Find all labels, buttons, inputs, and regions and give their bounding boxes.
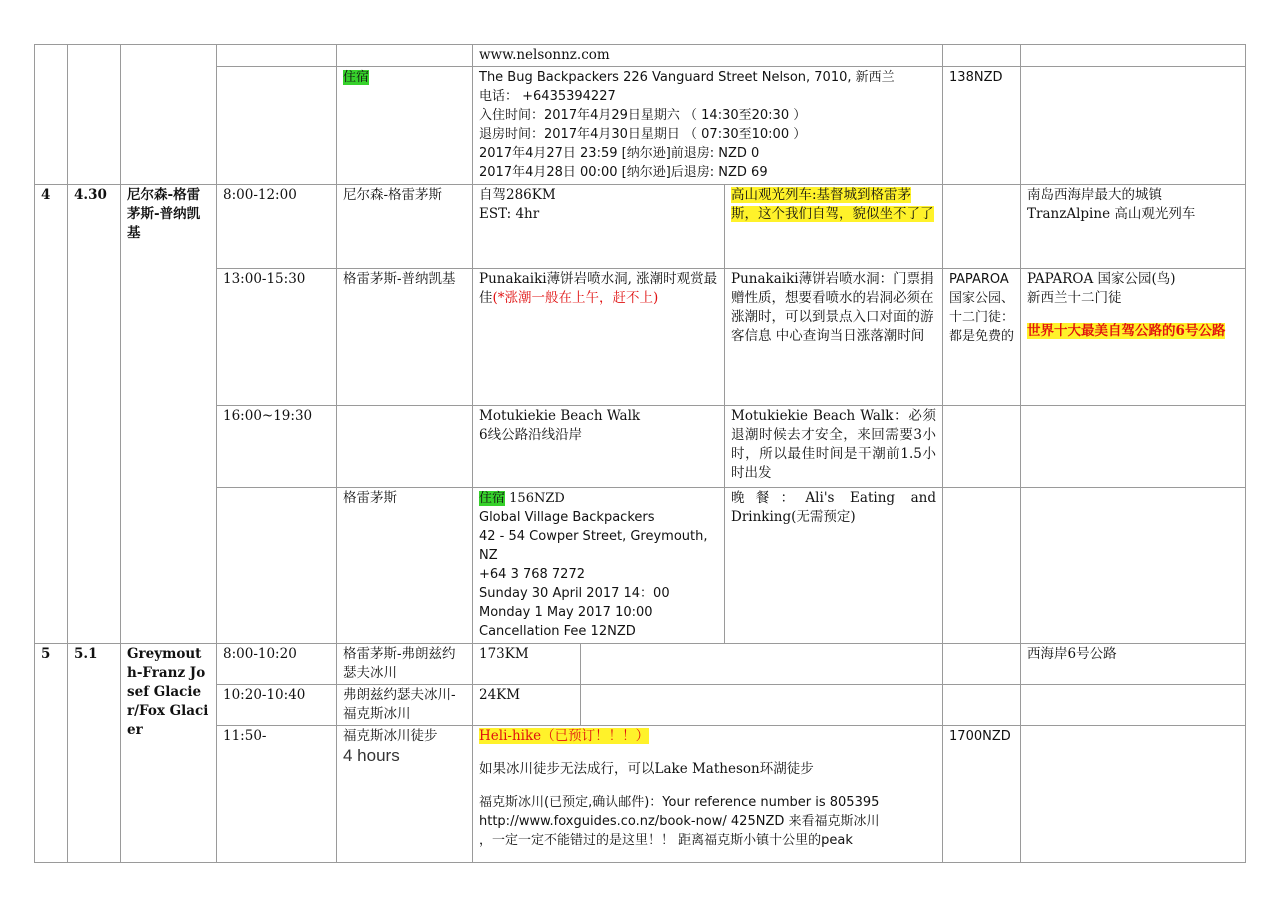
place-name: 格雷茅斯-普纳凯基 <box>343 271 456 287</box>
cell-remark <box>1021 726 1246 863</box>
duration-text: 4 hours <box>343 746 400 765</box>
cell-note <box>581 644 943 685</box>
cell-time <box>217 67 337 185</box>
note-text: Punakaiki薄饼岩喷水洞：门票捐赠性质，想要看喷水的岩洞必须在涨潮时，可以到景点入口对面的游客信息 中心查询当日涨落潮时间 <box>731 271 934 344</box>
cell-cost <box>943 67 1021 185</box>
table-row <box>35 45 1246 67</box>
remark-text: TranzAlpine 高山观光列车 <box>1027 206 1196 222</box>
place-name: 格雷茅斯 <box>343 490 397 506</box>
cell-time <box>217 488 337 644</box>
cell-remark <box>1021 685 1246 726</box>
cost-text: 1700NZD <box>949 729 1011 744</box>
lodging-phone: +64 3 768 7272 <box>479 567 585 582</box>
cell-detail <box>473 726 943 863</box>
remark-text: PAPAROA 国家公园(鸟) <box>1027 271 1176 287</box>
cell-detail <box>473 406 725 488</box>
day-number: 4 <box>41 187 51 203</box>
cell-detail <box>473 488 725 644</box>
cell-note <box>581 685 943 726</box>
cell-detail <box>473 185 725 269</box>
cell-cost <box>943 45 1021 67</box>
cell-place <box>337 488 473 644</box>
note-text: Motukiekie Beach Walk：必须退潮时候去才安全，来回需要3小时，所以最佳时间是干潮前1.5小时出发 <box>731 408 937 481</box>
cell-route <box>121 45 217 185</box>
time-slot: 8:00-12:00 <box>223 187 297 203</box>
cell-remark <box>1021 644 1246 685</box>
cell-cost <box>943 726 1021 863</box>
time-slot: 8:00-10:20 <box>223 646 297 662</box>
table-row <box>35 406 1246 488</box>
cell-place <box>337 269 473 406</box>
cell-route <box>121 185 217 644</box>
fox-glacier-link[interactable]: http://www.foxguides.co.nz/book-now/ 425NZD 来看福克斯冰川 <box>479 814 880 829</box>
cell-remark <box>1021 488 1246 644</box>
cell-place <box>337 45 473 67</box>
cell-note <box>725 269 943 406</box>
table-row <box>35 269 1246 406</box>
cell-date <box>68 45 121 185</box>
cell-time <box>217 185 337 269</box>
cell-place <box>337 726 473 863</box>
cell-place <box>337 406 473 488</box>
lodging-checkout: Monday 1 May 2017 10:00 <box>479 605 653 620</box>
cell-date <box>68 644 121 863</box>
remark-text: 西海岸6号公路 <box>1027 646 1117 662</box>
remark-text: 新西兰十二门徒 <box>1027 290 1122 306</box>
cell-cost <box>943 185 1021 269</box>
lodging-checkin: 入住时间：2017年4月29日星期六 （ 14:30至20:30 ） <box>479 108 807 123</box>
cell-remark <box>1021 185 1246 269</box>
time-slot: 11:50- <box>223 728 267 744</box>
cell-note <box>725 488 943 644</box>
lodging-cancel-after: 2017年4月28日 00:00 [纳尔逊]后退房: NZD 69 <box>479 165 768 180</box>
day-route: 尼尔森-格雷茅斯-普纳凯基 <box>127 187 201 241</box>
drive-distance: 自驾286KM <box>479 187 556 203</box>
cell-date <box>68 185 121 644</box>
cell-note <box>725 406 943 488</box>
cell-detail <box>473 644 581 685</box>
detail-text: 6线公路沿线沿岸 <box>479 427 583 443</box>
table-row <box>35 685 1246 726</box>
detail-text: Punakaiki薄饼岩喷水洞, 涨潮时观赏最佳 <box>479 271 718 306</box>
detail-warning: (*涨潮一般在上午，赶不上) <box>492 290 659 306</box>
cell-day-num <box>35 185 68 644</box>
time-slot: 13:00-15:30 <box>223 271 306 287</box>
cell-time <box>217 45 337 67</box>
drive-distance: 24KM <box>479 687 521 703</box>
website-link[interactable]: www.nelsonnz.com <box>479 47 610 63</box>
day-date: 5.1 <box>74 646 98 662</box>
cell-cost <box>943 488 1021 644</box>
drive-distance: 173KM <box>479 646 529 662</box>
lodging-name: Global Village Backpackers <box>479 510 655 525</box>
cell-day-num <box>35 644 68 863</box>
lodging-checkout: 退房时间：2017年4月30日星期日 （ 07:30至10:00 ） <box>479 127 807 142</box>
lodging-phone: 电话： +6435394227 <box>479 89 616 104</box>
cell-place <box>337 685 473 726</box>
cell-remark <box>1021 269 1246 406</box>
cell-time <box>217 726 337 863</box>
day-number: 5 <box>41 646 51 662</box>
table-row <box>35 185 1246 269</box>
cell-route <box>121 644 217 863</box>
cell-day-num <box>35 45 68 185</box>
lodging-label: 住宿 <box>343 70 370 85</box>
cell-remark <box>1021 45 1246 67</box>
cell-detail <box>473 685 581 726</box>
lodging-cancel-before: 2017年4月27日 23:59 [纳尔逊]前退房: NZD 0 <box>479 146 760 161</box>
cell-detail <box>473 67 943 185</box>
lodging-price: 138NZD <box>949 70 1003 85</box>
lodging-address: 42 - 54 Cowper Street, Greymouth, NZ <box>479 529 708 563</box>
itinerary-table <box>34 44 1246 863</box>
cell-time <box>217 644 337 685</box>
remark-text: 南岛西海岸最大的城镇 <box>1027 187 1163 203</box>
cost-text: PAPAROA国家公园、十二门徒：都是免费的 <box>949 272 1015 344</box>
cell-detail <box>473 269 725 406</box>
time-slot: 10:20-10:40 <box>223 687 306 703</box>
remark-highlight: 世界十大最美自驾公路的6号公路 <box>1027 323 1226 339</box>
place-name: 弗朗兹约瑟夫冰川-福克斯冰川 <box>343 687 456 722</box>
cell-detail <box>473 45 943 67</box>
note-text: 晚餐：Ali's Eating and Drinking(无需预定) <box>731 490 937 525</box>
cell-time <box>217 269 337 406</box>
cell-cost <box>943 685 1021 726</box>
cell-cost <box>943 269 1021 406</box>
cell-remark <box>1021 67 1246 185</box>
cell-cost <box>943 644 1021 685</box>
fox-glacier-note: ，一定一定不能错过的是这里！！ 距离福克斯小镇十公里的peak <box>479 833 853 848</box>
lodging-address: The Bug Backpackers 226 Vanguard Street Nelson, 7010, 新西兰 <box>479 70 895 85</box>
day-date: 4.30 <box>74 187 107 203</box>
place-name: 格雷茅斯-弗朗兹约瑟夫冰川 <box>343 646 456 681</box>
drive-estimate: EST: 4hr <box>479 206 540 222</box>
place-name: 尼尔森-格雷茅斯 <box>343 187 443 203</box>
lodging-checkin: Sunday 30 April 2017 14：00 <box>479 586 670 601</box>
day-route: Greymouth-Franz Josef Glacier/Fox Glacier <box>127 646 209 738</box>
table-row <box>35 644 1246 685</box>
note-text: 高山观光列车:基督城到格雷茅斯，这个我们自驾，貌似坐不了了 <box>731 187 934 222</box>
lodging-cancel-fee: Cancellation Fee 12NZD <box>479 624 636 639</box>
cell-note <box>725 185 943 269</box>
table-row <box>35 726 1246 863</box>
alternative-plan: 如果冰川徒步无法成行，可以Lake Matheson环湖徒步 <box>479 761 814 777</box>
cell-place <box>337 644 473 685</box>
detail-text: Motukiekie Beach Walk <box>479 408 641 424</box>
table-row <box>35 67 1246 185</box>
cell-remark <box>1021 406 1246 488</box>
lodging-price: 156NZD <box>509 491 565 506</box>
lodging-label: 住宿 <box>479 491 506 506</box>
fox-glacier-booking: 福克斯冰川(已预定,确认邮件)：Your reference number is 805395 <box>479 795 880 810</box>
cell-cost <box>943 406 1021 488</box>
place-name: 福克斯冰川徒步 <box>343 728 438 744</box>
cell-place <box>337 185 473 269</box>
time-slot: 16:00~19:30 <box>223 408 313 424</box>
table-row <box>35 488 1246 644</box>
cell-time <box>217 685 337 726</box>
cell-time <box>217 406 337 488</box>
cell-place <box>337 67 473 185</box>
heli-hike-booking: Heli-hike（已预订！！！） <box>479 728 650 744</box>
